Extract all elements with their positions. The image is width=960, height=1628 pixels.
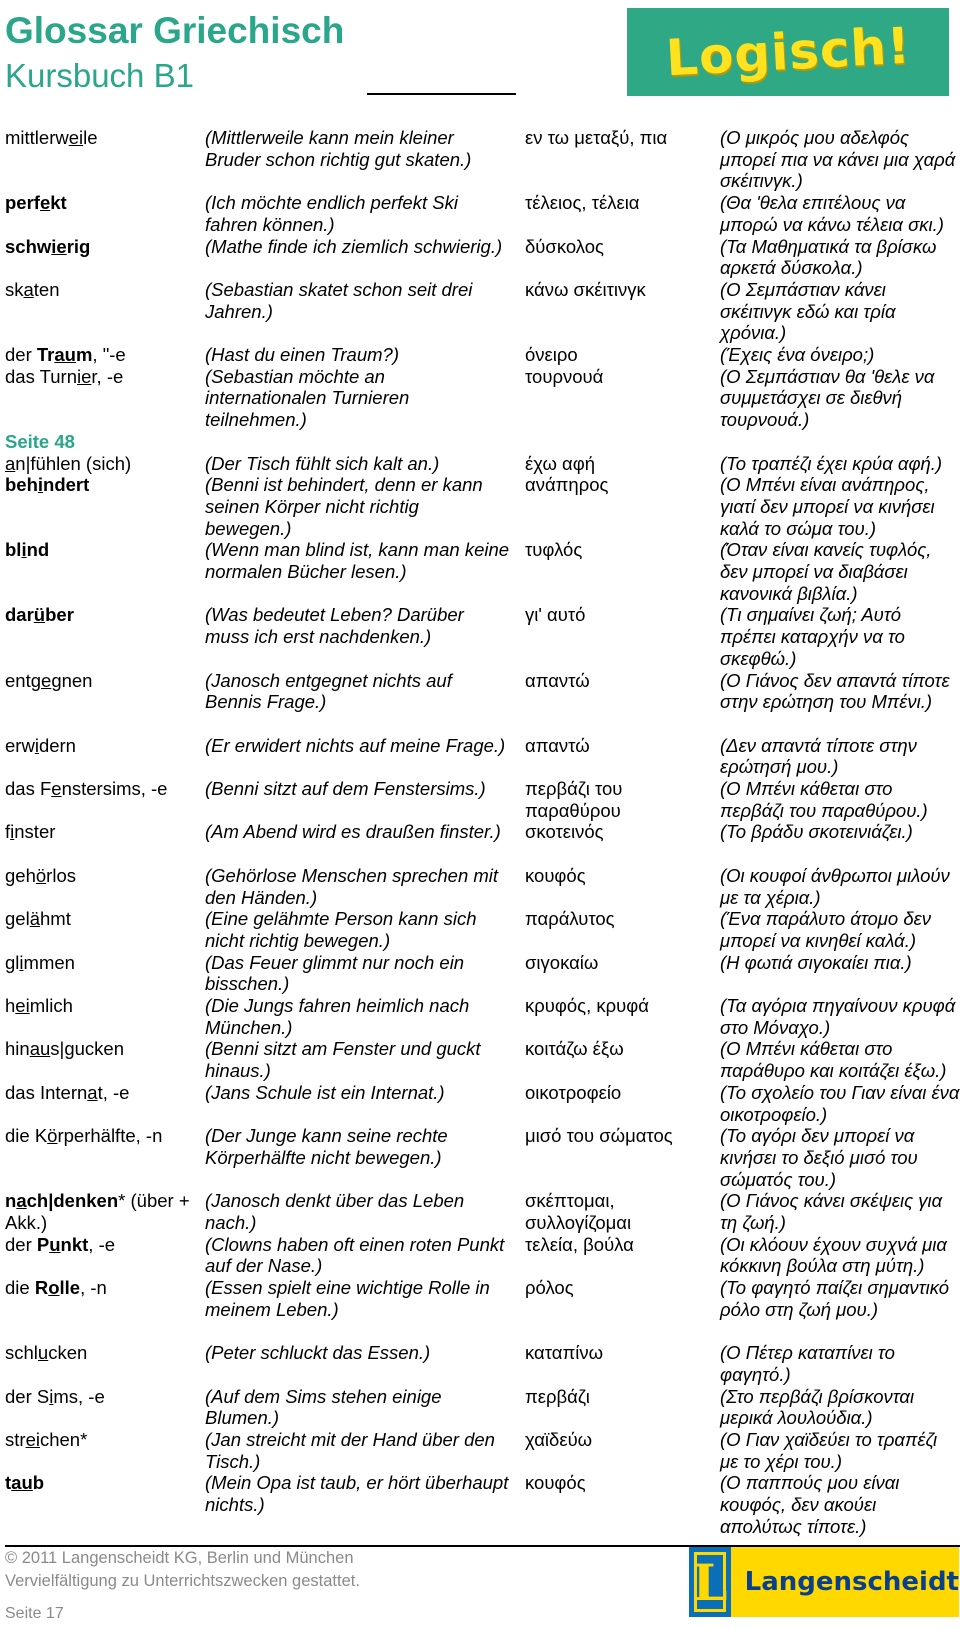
greek-example: (Ο Πέτερ καταπίνει το φαγητό.)	[720, 1342, 895, 1385]
german-term: an|fühlen (sich)	[5, 452, 132, 474]
german-term: schlucken	[5, 1342, 88, 1364]
glossary-row	[0, 735, 960, 778]
german-example: (Gehörlose Menschen sprechen mit den Händen.)	[205, 864, 499, 908]
greek-term: κουφός	[525, 864, 586, 886]
page-number: Seite 17	[5, 1605, 64, 1622]
german-example: (Hast du einen Traum?)	[205, 344, 399, 365]
german-example: (Der Junge kann seine rechte Körperhälfte nicht bewegen.)	[205, 1125, 448, 1168]
logisch-logo-text: Logisch!	[664, 16, 912, 88]
german-term: mittlerweile	[5, 127, 98, 148]
greek-example: (Ο Μπένι κάθεται στο παράθυρο και κοιτάζει έξω.)	[720, 1038, 947, 1082]
greek-example: (Ο Σεμπάστιαν θα 'θελε να συμμετάσχει σε διεθνή τουρνουά.)	[720, 365, 935, 431]
german-term: finster	[5, 821, 56, 843]
german-example: (Mein Opa ist taub, er hört überhaupt nichts.)	[205, 1472, 509, 1516]
glossary-row	[0, 474, 960, 539]
greek-term: γι' αυτό	[525, 604, 586, 626]
german-term: schwierig	[5, 235, 91, 257]
glossary-row	[0, 236, 960, 279]
german-term: darüber	[5, 604, 74, 626]
greek-term: χαϊδεύω	[525, 1429, 593, 1450]
glossary-row	[0, 453, 960, 475]
greek-term: καταπίνω	[525, 1342, 604, 1364]
greek-term: σιγοκαίω	[525, 951, 599, 973]
greek-term: έχω αφή	[525, 452, 596, 474]
greek-term: τυφλός	[525, 539, 583, 561]
german-example: (Er erwidert nichts auf meine Frage.)	[205, 734, 506, 756]
greek-example: (Θα 'θελα επιτέλους να μπορώ να κάνω τέλεια σκι.)	[720, 192, 944, 235]
document-subtitle: Kursbuch B1	[5, 57, 194, 94]
glossary-row	[0, 995, 960, 1038]
greek-term: όνειρο	[525, 344, 578, 365]
glossary-row	[0, 908, 960, 951]
greek-term: σκοτεινός	[525, 821, 604, 843]
greek-example: (Οι κουφοί άνθρωποι μιλούν με τα χέρια.)	[720, 864, 950, 908]
german-term: der Traum, "-e	[5, 344, 126, 365]
german-term: streichen*	[5, 1429, 88, 1450]
german-term: gelähmt	[5, 908, 71, 930]
greek-term: παράλυτος	[525, 908, 615, 930]
langenscheidt-wordmark: Langenscheidt	[744, 1567, 959, 1597]
greek-example: (Τι σημαίνει ζωή; Αυτό πρέπει καταρχήν να το σκεφθώ.)	[720, 604, 905, 669]
german-term: taub	[5, 1472, 45, 1494]
greek-term: τουρνουά	[525, 365, 604, 387]
greek-example: (Το σχολείο του Γιαν είναι ένα οικοτροφείο.)	[720, 1081, 960, 1125]
greek-term: κρυφός, κρυφά	[525, 995, 649, 1016]
german-term: glimmen	[5, 951, 75, 973]
german-term: der Sims, -e	[5, 1385, 105, 1407]
greek-term: ρόλος	[525, 1277, 574, 1299]
greek-term: κοιτάζω έξω	[525, 1038, 624, 1060]
glossary-row	[0, 127, 960, 192]
german-term: gehörlos	[5, 864, 76, 886]
greek-example: (Τα αγόρια πηγαίνουν κρυφά στο Μόναχο.)	[720, 995, 956, 1038]
glossary-row	[0, 344, 960, 366]
greek-term: περβάζι του παραθύρου	[525, 778, 623, 821]
glossary-row	[0, 366, 960, 431]
glossary-row	[0, 192, 960, 235]
german-example: (Benni sitzt auf dem Fenstersims.)	[205, 778, 486, 799]
german-example: (Am Abend wird es draußen finster.)	[205, 821, 501, 843]
german-example: (Benni ist behindert, denn er kann seinen Körper nicht richtig bewegen.)	[205, 474, 483, 539]
greek-example: (Όταν είναι κανείς τυφλός, δεν μπορεί να διαβάσει κανονικά βιβλία.)	[720, 539, 932, 604]
german-example: (Wenn man blind ist, kann man keine normalen Bücher lesen.)	[205, 539, 510, 582]
greek-example: (Οι κλόουν έχουν συχνά μια κόκκινη βούλα στη μύτη.)	[720, 1233, 947, 1277]
greek-example: (Ο Γιαν χαϊδεύει το τραπέζι με το χέρι του.)	[720, 1429, 938, 1472]
german-example: (Jans Schule ist ein Internat.)	[205, 1081, 445, 1103]
glossary-row	[0, 1342, 960, 1385]
greek-term: τελεία, βούλα	[525, 1233, 634, 1255]
logisch-logo	[627, 8, 949, 96]
glossary-row	[0, 1472, 960, 1537]
german-example: (Peter schluckt das Essen.)	[205, 1342, 431, 1364]
german-term: erwidern	[5, 734, 76, 756]
german-example: (Clowns haben oft einen roten Punkt auf der Nase.)	[205, 1233, 505, 1277]
glossary-row	[0, 1277, 960, 1342]
german-term: skaten	[5, 278, 60, 300]
greek-example: (Τα Μαθηματικά τα βρίσκω αρκετά δύσκολα.)	[720, 235, 937, 279]
greek-example: (Το τραπέζι έχει κρύα αφή.)	[720, 452, 943, 474]
german-example: (Eine gelähmte Person kann sich nicht richtig bewegen.)	[205, 908, 477, 951]
greek-term: τέλειος, τέλεια	[525, 192, 640, 214]
german-term: entgegnen	[5, 669, 93, 691]
greek-term: σκέπτομαι, συλλογίζομαι	[525, 1190, 632, 1233]
copyright-notice: © 2011 Langenscheidt KG, Berlin und München	[5, 1549, 354, 1567]
german-example: (Mittlerweile kann mein kleiner Bruder schon richtig gut skaten.)	[205, 127, 472, 170]
german-term: die Körperhälfte, -n	[5, 1125, 163, 1147]
greek-example: (Το αγόρι δεν μπορεί να κινήσει το δεξιό μισό του σώματός του.)	[720, 1125, 918, 1190]
greek-example: (Έχεις ένα όνειρο;)	[720, 344, 875, 365]
greek-term: απαντώ	[525, 734, 590, 756]
glossary-row	[0, 821, 960, 864]
german-example: (Sebastian möchte an internationalen Turnieren teilnehmen.)	[205, 365, 410, 431]
german-term: das Turnier, -e	[5, 365, 124, 387]
glossary-row	[0, 1082, 960, 1125]
greek-term: δύσκολος	[525, 235, 604, 257]
german-example: (Essen spielt eine wichtige Rolle in meinem Leben.)	[205, 1277, 490, 1320]
greek-example: (Ο Σεμπάστιαν κάνει σκέιτινγκ εδώ και τρία χρόνια.)	[720, 278, 896, 344]
glossary-row	[0, 1038, 960, 1081]
glossary-row	[0, 604, 960, 669]
german-example: (Mathe finde ich ziemlich schwierig.)	[205, 235, 503, 257]
german-example: (Auf dem Sims stehen einige Blumen.)	[205, 1385, 442, 1429]
glossary-row	[0, 1234, 960, 1277]
section-heading: Seite 48	[5, 430, 75, 452]
german-term: die Rolle, -n	[5, 1277, 107, 1299]
greek-example: (Το φαγητό παίζει σημαντικό ρόλο στη ζωή μου.)	[720, 1277, 950, 1320]
greek-term: περβάζι	[525, 1385, 590, 1407]
greek-term: απαντώ	[525, 669, 590, 691]
glossary-row	[0, 1125, 960, 1190]
greek-example: (Ο παππούς μου είναι κουφός, δεν ακούει απολύτως τίποτε.)	[720, 1472, 900, 1537]
greek-example: (Ο μικρός μου αδελφός μπορεί πια να κάνει μια χαρά σκέιτινγκ.)	[720, 127, 956, 192]
greek-example: (Ο Μπένι κάθεται στο περβάζι του παραθύρου.)	[720, 778, 928, 821]
greek-example: (Ο Γιάνος δεν απαντά τίποτε στην ερώτηση του Μπένι.)	[720, 669, 950, 713]
glossary-row	[0, 952, 960, 995]
greek-term: ανάπηρος	[525, 474, 609, 496]
german-example: (Janosch denkt über das Leben nach.)	[205, 1190, 465, 1233]
german-term: hinaus|gucken	[5, 1038, 124, 1060]
glossary-row	[0, 1190, 960, 1233]
greek-example: (Το βράδυ σκοτεινιάζει.)	[720, 821, 913, 843]
german-example: (Das Feuer glimmt nur noch ein bisschen.)	[205, 951, 465, 995]
german-term: perfekt	[5, 192, 67, 214]
german-example: (Sebastian skatet schon seit drei Jahren.)	[205, 278, 473, 322]
german-term: heimlich	[5, 995, 73, 1016]
langenscheidt-logo	[689, 1547, 959, 1617]
document-title: Glossar Griechisch	[5, 10, 345, 51]
greek-example: (Ένα παράλυτο άτομο δεν μπορεί να κινηθεί καλά.)	[720, 908, 932, 951]
german-example: (Was bedeutet Leben? Darüber muss ich erst nachdenken.)	[205, 604, 464, 648]
glossary-row	[0, 1429, 960, 1472]
german-example: (Ich möchte endlich perfekt Ski fahren können.)	[205, 192, 458, 235]
greek-example: (Ο Γιάνος κάνει σκέψεις για τη ζωή.)	[720, 1190, 943, 1233]
glossary-row	[0, 1386, 960, 1429]
glossary-row	[0, 670, 960, 735]
glossary-row	[0, 865, 960, 908]
greek-example: (Ο Μπένι είναι ανάπηρος, γιατί δεν μπορεί να κινήσει καλά το σώμα του.)	[720, 474, 935, 539]
german-term: nach|denken* (über + Akk.)	[5, 1190, 190, 1233]
copy-permission-note: Vervielfältigung zu Unterrichtszwecken gestattet.	[5, 1572, 360, 1590]
glossary-row	[0, 778, 960, 821]
greek-term: κουφός	[525, 1472, 586, 1494]
greek-example: (Η φωτιά σιγοκαίει πια.)	[720, 951, 912, 973]
german-term: das Internat, -e	[5, 1081, 130, 1103]
title-underline	[367, 93, 516, 95]
glossary-row	[0, 279, 960, 344]
german-term: behindert	[5, 474, 90, 496]
greek-example: (Δεν απαντά τίποτε στην ερώτησή μου.)	[720, 734, 917, 778]
german-term: blind	[5, 539, 50, 561]
german-example: (Benni sitzt am Fenster und guckt hinaus.)	[205, 1038, 481, 1082]
german-example: (Die Jungs fahren heimlich nach München.)	[205, 995, 470, 1038]
greek-example: (Στο περβάζι βρίσκονται μερικά λουλούδια.)	[720, 1385, 915, 1429]
german-term: der Punkt, -e	[5, 1233, 116, 1255]
greek-term: εν τω μεταξύ, πια	[525, 127, 668, 148]
german-example: (Der Tisch fühlt sich kalt an.)	[205, 452, 440, 474]
langenscheidt-l-icon: L	[689, 1547, 731, 1617]
greek-term: μισό του σώματος	[525, 1125, 673, 1147]
german-example: (Jan streicht mit der Hand über den Tisch.)	[205, 1429, 495, 1472]
german-term: das Fenstersims, -e	[5, 778, 168, 799]
greek-term: κάνω σκέιτινγκ	[525, 278, 646, 300]
glossary-row	[0, 539, 960, 604]
greek-term: οικοτροφείο	[525, 1081, 622, 1103]
german-example: (Janosch entgegnet nichts auf Bennis Frage.)	[205, 669, 452, 713]
